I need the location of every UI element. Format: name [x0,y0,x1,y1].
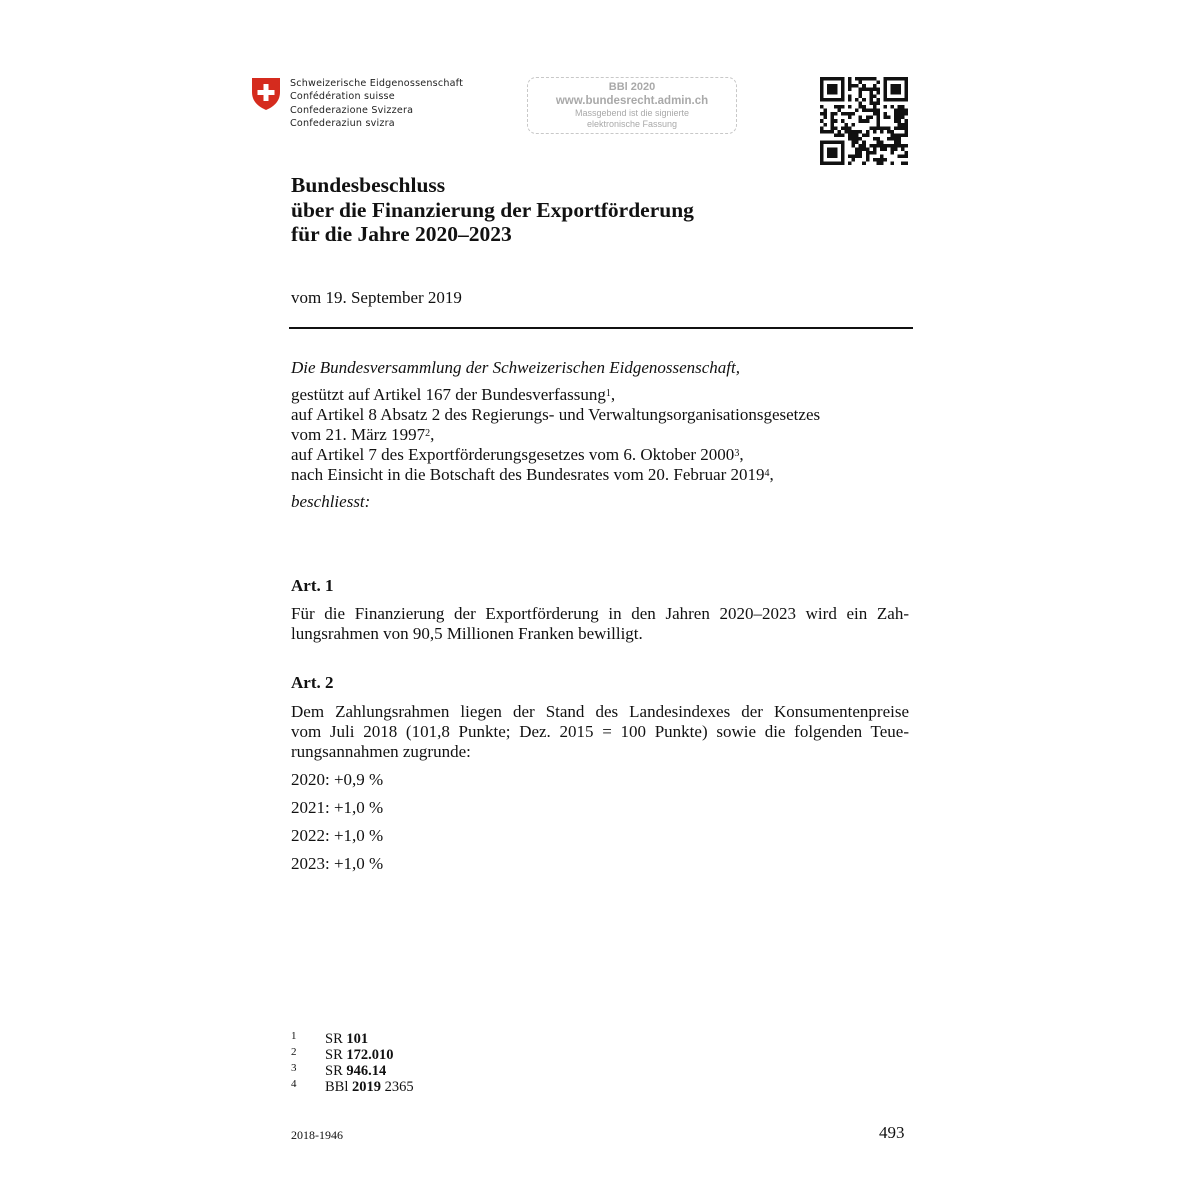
qr-module [859,144,863,148]
inflation-2021: 2021: +1,0 % [291,798,384,817]
qr-module [880,147,884,151]
qr-module [897,105,901,109]
qr-module [852,137,856,141]
qr-module [901,154,905,158]
qr-module [901,147,905,151]
inflation-2022: 2022: +1,0 % [291,826,384,845]
qr-module [852,140,856,144]
qr-module [848,77,852,81]
qr-module [876,144,880,148]
qr-module [876,81,880,85]
qr-module [873,102,877,106]
qr-module [873,95,877,99]
qr-module [873,109,877,113]
qr-module [824,109,828,113]
qr-module [904,154,908,158]
qr-module [876,98,880,102]
qr-module [897,116,901,120]
document-number: 2018-1946 [291,1128,343,1142]
qr-module [820,119,824,123]
qr-module [845,126,849,130]
qr-module [876,137,880,141]
article-1-heading: Art. 1 [291,576,334,595]
qr-module [887,116,891,120]
qr-module [859,91,863,95]
qr-module [876,112,880,116]
qr-module [866,116,870,120]
qr-module [848,116,852,120]
qr-module [880,140,884,144]
qr-code-icon [820,77,908,165]
qr-module [862,147,866,151]
qr-module [859,88,863,92]
qr-module [883,112,887,116]
footnote-ref-1[interactable]: 1 [605,388,611,399]
inflation-2020: 2020: +0,9 % [291,770,384,789]
confed-line-de: Schweizerische Eidgenossenschaft [290,78,464,89]
qr-module [855,147,859,151]
footnote-2: SR 172.010 [325,1047,394,1063]
qr-module [897,123,901,127]
qr-module [904,126,908,130]
qr-module [876,109,880,113]
footnote-number-4: 4 [291,1078,297,1090]
qr-module [876,126,880,130]
qr-module [820,126,824,130]
article-1-line-1: Für die Finanzierung der Exportförderung in den Jahren 2020–2023 wird ein Zah- [291,604,909,623]
preamble-line-2: auf Artikel 8 Absatz 2 des Regierungs- und Verwaltungsorganisationsgesetzes [291,405,821,424]
qr-module [834,112,838,116]
qr-module [859,119,863,123]
qr-module [855,154,859,158]
qr-module [855,84,859,88]
page-number: 493 [879,1123,905,1142]
qr-module [838,109,842,113]
qr-module [845,112,849,116]
qr-module [831,116,835,120]
qr-module [880,144,884,148]
qr-module [852,154,856,158]
qr-module [866,119,870,123]
qr-module [894,144,898,148]
qr-module [848,88,852,92]
qr-module [876,161,880,165]
qr-module [873,147,877,151]
qr-module [904,151,908,155]
qr-module [904,112,908,116]
qr-module [890,137,894,141]
publication-stamp [527,77,737,134]
qr-module [852,130,856,134]
qr-module [827,130,831,134]
qr-module [904,133,908,137]
qr-module [862,119,866,123]
qr-module [869,116,873,120]
qr-module [873,88,877,92]
stamp-url: www.bundesrecht.admin.ch [555,95,709,107]
qr-module [820,112,824,116]
qr-module [831,119,835,123]
qr-module [848,81,852,85]
article-1-line-2: lungsrahmen von 90,5 Millionen Franken bewilligt. [291,624,643,643]
qr-module [901,123,905,127]
confed-line-it: Confederazione Svizzera [290,104,414,116]
qr-module [894,137,898,141]
qr-module [824,123,828,127]
qr-module [890,151,894,155]
qr-module [852,133,856,137]
qr-module [834,126,838,130]
qr-module [848,105,852,109]
qr-module [852,144,856,148]
qr-module [894,112,898,116]
qr-module [873,130,877,134]
qr-module [904,123,908,127]
qr-module [866,147,870,151]
qr-module [848,130,852,134]
qr-module [848,98,852,102]
qr-module [862,84,866,88]
qr-module [852,112,856,116]
confed-line-rm: Confederaziun svizra [290,118,395,130]
qr-module [894,116,898,120]
qr-module [866,154,870,158]
qr-module [897,112,901,116]
qr-module [880,154,884,158]
qr-module [890,133,894,137]
article-2-line-3: rungsannahmen zugrunde: [291,742,471,761]
qr-module [887,144,891,148]
qr-module [876,119,880,123]
qr-module [859,147,863,151]
qr-module [876,88,880,92]
qr-module [880,126,884,130]
qr-module [852,84,856,88]
qr-module [890,147,894,151]
qr-module [897,154,901,158]
footnote-ref-4[interactable]: 4 [764,468,770,479]
decision-date: vom 19. September 2019 [291,288,462,307]
qr-module [876,140,880,144]
qr-module [866,77,870,81]
qr-module [841,133,845,137]
preamble-line-1: gestützt auf Artikel 167 der Bundesverfassung$^1$, [291,385,616,404]
qr-module [862,105,866,109]
qr-module [873,137,877,141]
footnote-ref-2[interactable]: 2 [425,428,431,439]
qr-module [866,109,870,113]
qr-module [848,84,852,88]
qr-module [887,126,891,130]
qr-module [873,126,877,130]
qr-module [904,161,908,165]
qr-module [897,144,901,148]
qr-module [894,147,898,151]
qr-module [824,112,828,116]
article-2-text [291,702,909,762]
qr-module [904,144,908,148]
qr-module [894,119,898,123]
qr-module [873,84,877,88]
qr-module [834,119,838,123]
footnote-4: BBl 2019 2365 [325,1079,414,1095]
qr-module [866,133,870,137]
qr-module [855,130,859,134]
confed-line-fr: Confédération suisse [290,91,395,103]
qr-module [869,102,873,106]
qr-module [869,91,873,95]
qr-module [824,116,828,120]
qr-module [848,95,852,99]
qr-module [859,105,863,109]
preamble-line-5: nach Einsicht in die Botschaft des Bundesrates vom 20. Februar 2019$^4$, [291,465,774,484]
qr-module [841,105,845,109]
qr-module [820,130,824,134]
qr-module [883,126,887,130]
title-line-2: über die Finanzierung der Exportförderung [291,197,694,222]
qr-module [866,151,870,155]
qr-module [894,126,898,130]
qr-module [901,161,905,165]
qr-module [901,109,905,113]
qr-module [901,105,905,109]
qr-module [866,88,870,92]
qr-module [820,105,824,109]
qr-module [859,137,863,141]
qr-module [901,126,905,130]
qr-module [873,144,877,148]
qr-module [859,130,863,134]
qr-module [876,158,880,162]
inflation-2023: 2023: +1,0 % [291,854,384,873]
footnote-number-3: 3 [291,1062,297,1074]
swiss-crest-icon [251,77,281,111]
article-2-line-2: vom Juli 2018 (101,8 Punkte; Dez. 2015 = 100 Punkte) sowie die folgenden Teue- [291,722,909,741]
article-2-line-1: Dem Zahlungsrahmen liegen der Stand des Landesindexes der Konsumentenpreise [291,702,909,721]
qr-module [824,130,828,134]
qr-module [901,116,905,120]
qr-module [859,116,863,120]
qr-module [841,126,845,130]
confederation-names [290,77,463,131]
qr-module [866,130,870,134]
qr-module [897,133,901,137]
footnote-number-1: 1 [291,1030,297,1042]
stamp-bbl: BBl 2020 [608,81,656,93]
qr-module [848,154,852,158]
qr-module [852,123,856,127]
qr-module [897,119,901,123]
qr-module [869,95,873,99]
qr-module [859,151,863,155]
qr-module [880,130,884,134]
qr-module [869,126,873,130]
qr-module [883,147,887,151]
qr-module [852,158,856,162]
qr-module [855,137,859,141]
qr-module [831,130,835,134]
qr-module [894,133,898,137]
qr-module [855,151,859,155]
qr-module [894,140,898,144]
qr-module [890,130,894,134]
title-line-3: für die Jahre 2020–2023 [291,222,512,246]
qr-module [897,137,901,141]
qr-module [876,91,880,95]
stamp-note-2: elektronische Fassung [586,119,678,129]
footnote-number-2: 2 [291,1046,297,1058]
qr-module [859,81,863,85]
qr-module [848,112,852,116]
footnote-3: SR 946.14 [325,1063,387,1079]
qr-module [859,154,863,158]
qr-module [862,133,866,137]
qr-module [876,123,880,127]
preamble-line-4: auf Artikel 7 des Exportförderungsgesetzes vom 6. Oktober 2000$^3$, [291,445,744,464]
qr-module [862,109,866,113]
qr-module [876,116,880,120]
qr-module [862,144,866,148]
title-divider [289,327,913,329]
qr-module [869,98,873,102]
qr-module [883,105,887,109]
qr-module [883,144,887,148]
qr-module [869,77,873,81]
qr-module [848,161,852,165]
qr-module [855,140,859,144]
qr-module [887,137,891,141]
qr-module [862,161,866,165]
qr-module [831,126,835,130]
qr-module [883,116,887,120]
qr-module [869,88,873,92]
qr-module [838,130,842,134]
qr-module [897,140,901,144]
qr-module [855,77,859,81]
qr-module [876,102,880,106]
footnote-1: SR 101 [325,1031,369,1047]
article-1-text [291,604,909,644]
qr-module [834,133,838,137]
footnote-ref-3[interactable]: 3 [734,448,740,459]
qr-module [873,112,877,116]
stamp-note-1: Massgebend ist die signierte [574,108,690,118]
qr-module [890,105,894,109]
qr-module [831,123,835,127]
qr-module [890,144,894,148]
preamble-line-3: vom 21. März 1997$^2$, [291,425,435,444]
qr-module [838,133,842,137]
document-title [291,173,694,247]
qr-module [845,130,849,134]
qr-module [880,161,884,165]
qr-module [873,105,877,109]
preamble-intro: Die Bundesversammlung der Schweizerischen Eidgenossenschaft, [291,358,740,377]
qr-module [841,119,845,123]
qr-module [873,151,877,155]
qr-module [862,140,866,144]
qr-module [841,112,845,116]
qr-module [859,102,863,106]
qr-module [855,98,859,102]
qr-module [862,77,866,81]
qr-module [873,158,877,162]
title-line-1: Bundesbeschluss [291,173,446,197]
qr-module [862,98,866,102]
qr-module [855,109,859,113]
qr-module [848,126,852,130]
qr-module [834,105,838,109]
qr-module [848,137,852,141]
qr-module [859,95,863,99]
qr-module [883,158,887,162]
qr-module [887,130,891,134]
qr-module [890,161,894,165]
qr-module [869,151,873,155]
qr-module [901,133,905,137]
qr-module [904,109,908,113]
qr-module [897,109,901,113]
qr-module [904,119,908,123]
preamble-resolves: beschliesst: [291,492,371,511]
qr-module [901,112,905,116]
article-2-heading: Art. 2 [291,673,334,692]
qr-module [873,77,877,81]
qr-module [848,133,852,137]
qr-module [859,77,863,81]
qr-module [845,123,849,127]
qr-module [904,130,908,134]
qr-module [869,109,873,113]
qr-module [897,126,901,130]
qr-module [869,144,873,148]
qr-module [862,88,866,92]
qr-module [855,133,859,137]
qr-module [866,158,870,162]
qr-module [894,109,898,113]
qr-module [831,112,835,116]
qr-module [838,105,842,109]
qr-module [880,158,884,162]
qr-module [901,144,905,148]
